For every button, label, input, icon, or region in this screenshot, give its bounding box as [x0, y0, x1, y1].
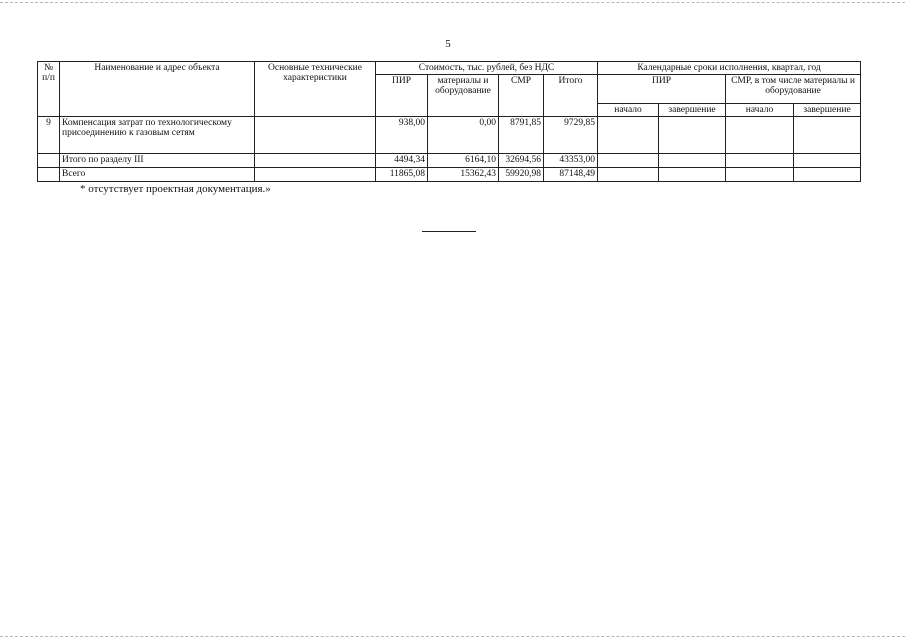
row-end-pir: [659, 154, 726, 168]
table-row: [38, 117, 861, 154]
row-end-pir: [659, 117, 726, 154]
row-start-smr: [726, 168, 794, 182]
header-schedule-smr: СМР, в том числе материалы и оборудование: [726, 75, 861, 104]
row-num: [38, 154, 60, 168]
header-end-smr: завершение: [794, 104, 861, 117]
row-num: 9: [38, 117, 60, 154]
header-num: № п/п: [38, 62, 60, 117]
row-start-pir: [598, 168, 659, 182]
header-pir: ПИР: [376, 75, 428, 117]
row-name: Всего: [60, 168, 255, 182]
row-start-smr: [726, 154, 794, 168]
header-total: Итого: [544, 75, 598, 117]
row-total: 43353,00: [544, 154, 598, 168]
row-tech: [255, 117, 376, 154]
row-end-smr: [794, 154, 861, 168]
row-total: 9729,85: [544, 117, 598, 154]
header-name: Наименование и адрес объекта: [60, 62, 255, 117]
cost-table: [37, 61, 861, 182]
page-number: 5: [445, 38, 451, 50]
header-smr: СМР: [499, 75, 544, 117]
table-row: [38, 154, 861, 168]
row-smr: 8791,85: [499, 117, 544, 154]
row-num: [38, 168, 60, 182]
row-pir: 4494,34: [376, 154, 428, 168]
header-schedule-pir: ПИР: [598, 75, 726, 104]
header-cost: Стоимость, тыс. рублей, без НДС: [376, 62, 598, 75]
row-start-pir: [598, 117, 659, 154]
row-smr: 32694,56: [499, 154, 544, 168]
row-tech: [255, 168, 376, 182]
row-end-smr: [794, 168, 861, 182]
row-total: 87148,49: [544, 168, 598, 182]
footnote: * отсутствует проектная документация.»: [80, 183, 271, 195]
header-end-pir: завершение: [659, 104, 726, 117]
row-start-pir: [598, 154, 659, 168]
row-name: Компенсация затрат по технологическому присоединению к газовым сетям: [60, 117, 255, 154]
row-tech: [255, 154, 376, 168]
row-smr: 59920,98: [499, 168, 544, 182]
end-rule: [422, 231, 476, 232]
row-pir: 11865,08: [376, 168, 428, 182]
header-start-pir: начало: [598, 104, 659, 117]
header-tech: Основные технические характеристики: [255, 62, 376, 117]
scan-edge-top: [0, 2, 905, 3]
header-materials: материалы и оборудование: [428, 75, 499, 117]
row-materials: 0,00: [428, 117, 499, 154]
scan-edge-bottom: [0, 636, 905, 637]
row-name: Итого по разделу III: [60, 154, 255, 168]
row-materials: 6164,10: [428, 154, 499, 168]
row-start-smr: [726, 117, 794, 154]
header-start-smr: начало: [726, 104, 794, 117]
row-end-pir: [659, 168, 726, 182]
table-row: [38, 168, 861, 182]
row-pir: 938,00: [376, 117, 428, 154]
header-schedule: Календарные сроки исполнения, квартал, год: [598, 62, 861, 75]
row-materials: 15362,43: [428, 168, 499, 182]
row-end-smr: [794, 117, 861, 154]
